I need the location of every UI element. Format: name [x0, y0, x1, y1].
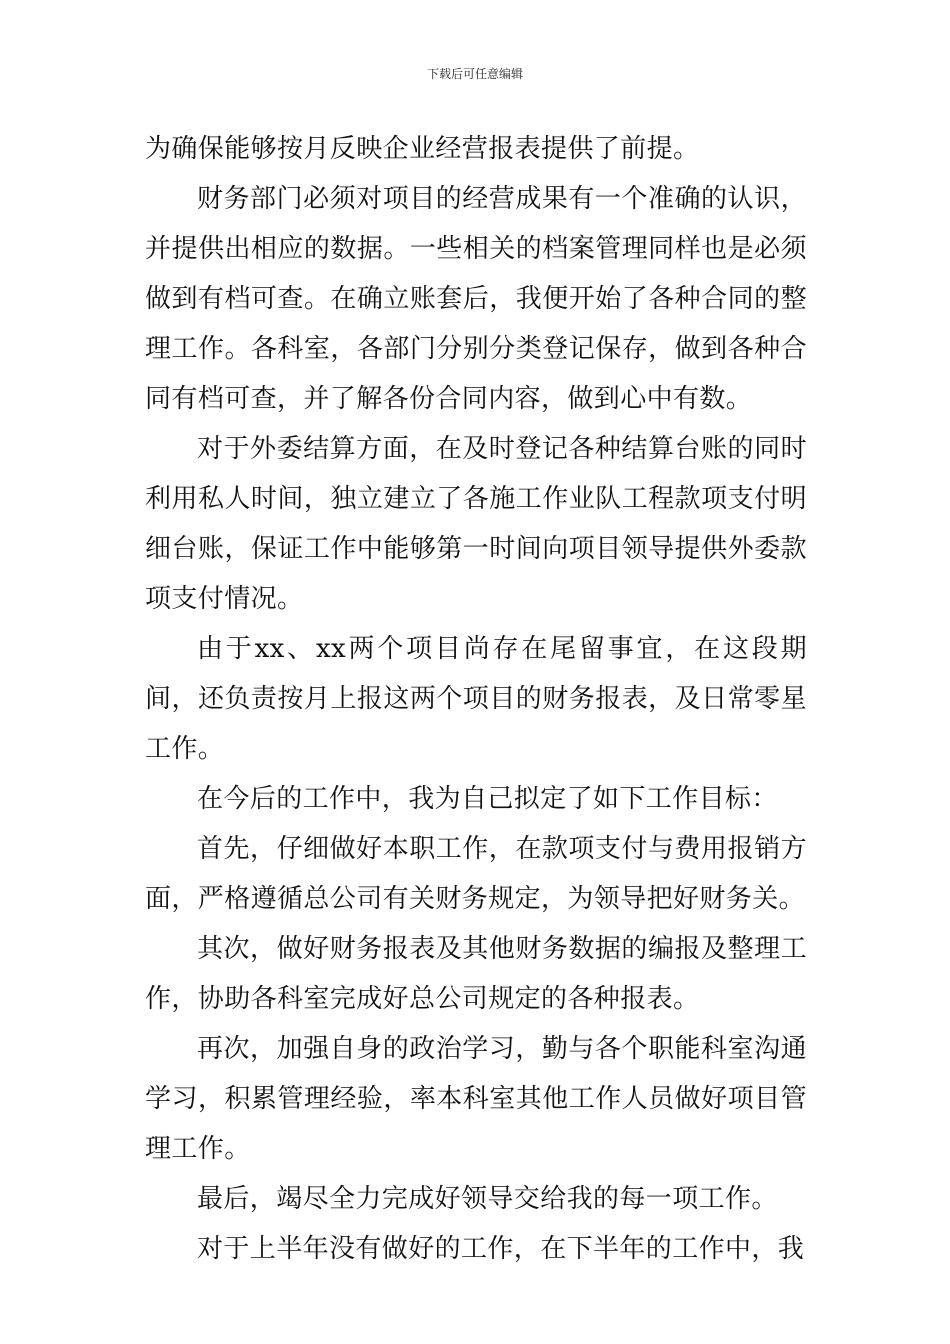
paragraph-continuation: 为确保能够按月反映企业经营报表提供了前提。 [145, 134, 700, 164]
paragraph: 再次，加强自身的政治学习，勤与各个职能科室沟通学习，积累管理经验，率本科室其他工作人员做好项目管理工作。 [145, 1034, 807, 1164]
paragraph: 在今后的工作中，我为自己拟定了如下工作目标： [197, 784, 778, 814]
paragraph: 对于上半年没有做好的工作，在下半年的工作中，我 [197, 1234, 805, 1264]
document-body [145, 124, 807, 1274]
paragraph: 对于外委结算方面，在及时登记各种结算台账的同时利用私人时间，独立建立了各施工作业队工程款项支付明细台账，保证工作中能够第一时间向项目领导提供外委款项支付情况。 [145, 434, 807, 614]
paragraph: 最后，竭尽全力完成好领导交给我的每一项工作。 [197, 1184, 778, 1214]
paragraph: 由于xx、xx两个项目尚存在尾留事宜，在这段期间，还负责按月上报这两个项目的财务报表，及日常零星工作。 [145, 634, 807, 764]
paragraph: 财务部门必须对项目的经营成果有一个准确的认识，并提供出相应的数据。一些相关的档案管理同样也是必须做到有档可查。在确立账套后，我便开始了各种合同的整理工作。各科室，各部门分别分类登记保存，做到各种合同有档可查，并了解各份合同内容，做到心中有数。 [145, 184, 807, 414]
page-header: 下载后可任意编辑 [426, 67, 523, 81]
paragraph: 首先，仔细做好本职工作，在款项支付与费用报销方面，严格遵循总公司有关财务规定，为领导把好财务关。 [145, 834, 807, 914]
paragraph: 其次，做好财务报表及其他财务数据的编报及整理工作，协助各科室完成好总公司规定的各种报表。 [145, 934, 807, 1014]
